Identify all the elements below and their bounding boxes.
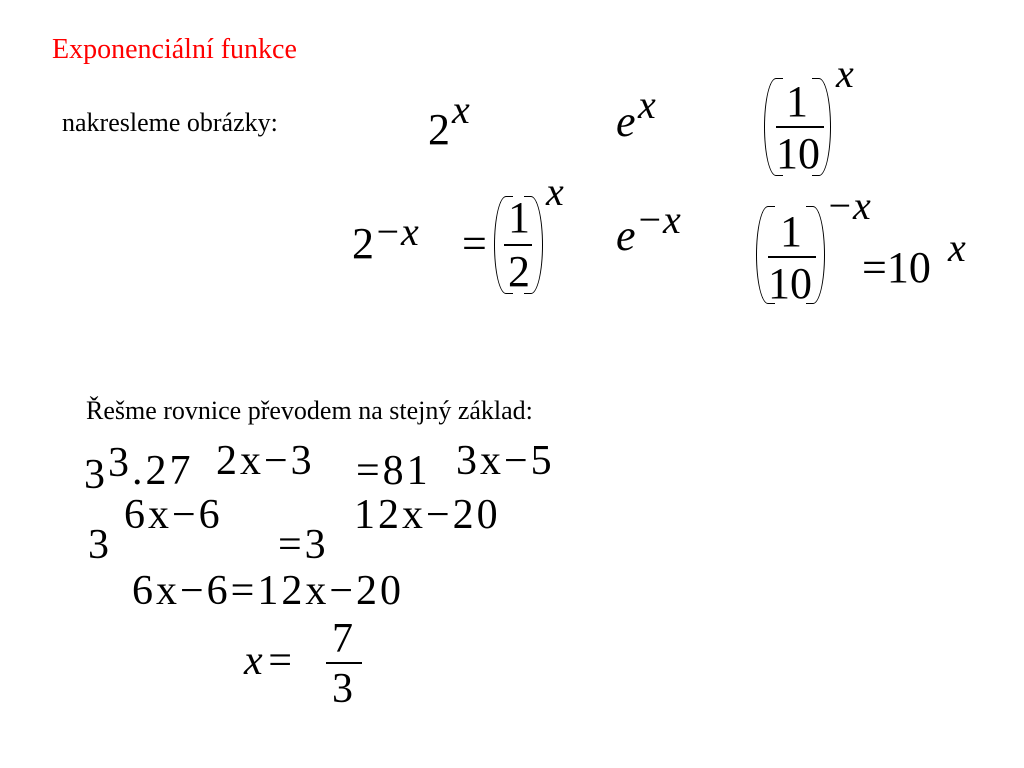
exp-minus-x: −x [374,209,419,254]
fraction-bar [326,662,362,664]
term-81: =81 [356,448,431,494]
result-numerator: 7 [332,616,356,662]
term-3-exp: 3 [108,440,132,486]
exp-x: x [948,225,966,270]
exp-minus-x: −x [826,183,871,228]
base-e: e [616,211,636,260]
fraction-numerator: 1 [508,193,530,242]
page-title: Exponenciální funkce [52,34,297,65]
right-paren [524,196,543,294]
fraction-numerator: 1 [780,207,802,256]
fraction-denominator: 2 [508,247,530,296]
fraction-numerator: 1 [786,77,808,126]
base-2: 2 [428,105,450,154]
intro-label: nakresleme obrázky: [62,108,278,137]
result-lhs: x= [244,638,297,684]
solve-label: Řešme rovnice převodem na stejný základ: [86,396,533,425]
exp-x: x [638,82,656,127]
right-paren [806,206,825,304]
equals-ten: =10 [862,243,931,292]
equals-sign: = [462,219,487,268]
term-3-exp: 6x−6 [124,492,223,538]
equals-3-exp: 12x−20 [354,492,501,538]
result-denominator: 3 [332,666,356,712]
term-81-exp: 3x−5 [456,438,555,484]
exp-x: x [836,51,854,96]
exp-minus-x: −x [636,197,681,242]
term-27-exp: 2x−3 [216,438,315,484]
term-3: 3 [84,452,108,498]
exp-x: x [452,87,470,132]
fraction-denominator: 10 [776,129,820,178]
term-3: 3 [88,522,112,568]
base-e: e [616,97,636,146]
exp-x: x [546,169,564,214]
base-2: 2 [352,219,374,268]
term-27: .27 [132,448,194,494]
equation-line-3: 6x−6=12x−20 [132,568,405,614]
fraction-denominator: 10 [768,259,812,308]
equals-3: =3 [278,522,329,568]
right-paren [812,78,831,176]
